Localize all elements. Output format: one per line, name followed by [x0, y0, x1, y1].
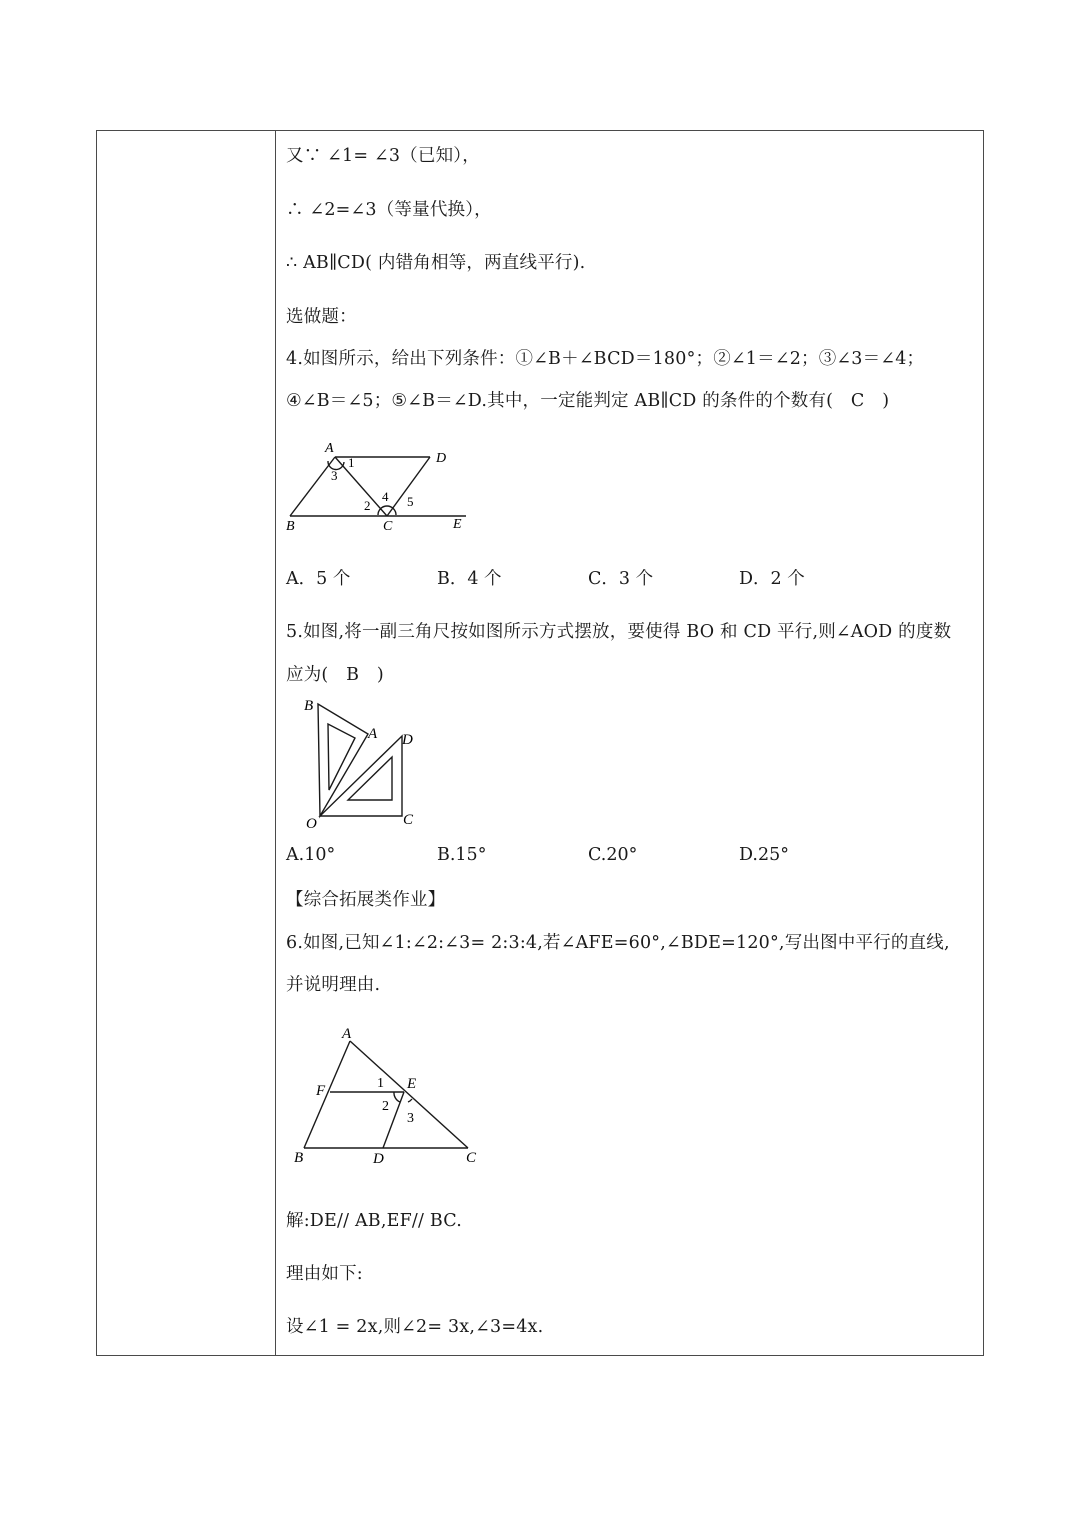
- column-divider: [275, 130, 276, 1356]
- fig4-label-E: E: [453, 517, 462, 532]
- fig6-label-F: F: [316, 1083, 326, 1099]
- fig6-label-B: B: [294, 1150, 304, 1166]
- question-4-line-2: ④∠B＝∠5；⑤∠B＝∠D.其中，一定能判定 AB∥CD 的条件的个数有( C ): [286, 391, 890, 411]
- fig4-angle-3: 3: [331, 468, 338, 483]
- q4-option-b: B．4 个: [437, 569, 502, 589]
- question-5-line-1: 5.如图,将一副三角尺按如图所示方式摆放，要使得 BO 和 CD 平行,则∠AOD 的度数: [286, 622, 952, 642]
- q4-option-c: C．3 个: [588, 569, 654, 589]
- fig4-angle-1: 1: [348, 455, 355, 470]
- question-4-line-1: 4.如图所示，给出下列条件：①∠B＋∠BCD＝180°；②∠1＝∠2；③∠3＝∠4；: [286, 349, 925, 369]
- fig6-label-E: E: [407, 1076, 417, 1092]
- q5-option-c: C.20°: [588, 845, 638, 865]
- fig6-angle-3: 3: [407, 1111, 414, 1126]
- question-5-figure: [300, 692, 430, 832]
- q5-option-b: B.15°: [437, 845, 487, 865]
- solution-line-1: 解:DE// AB,EF// BC.: [286, 1211, 463, 1231]
- question-4-figure: [282, 436, 482, 536]
- fig6-angle-2: 2: [382, 1099, 389, 1114]
- fig6-label-A: A: [342, 1026, 352, 1042]
- solution-line-2: 理由如下:: [286, 1264, 363, 1284]
- fig4-label-D: D: [436, 451, 447, 466]
- fig4-angle-4: 4: [382, 489, 389, 504]
- table-frame: [96, 130, 984, 1356]
- q4-option-d: D．2 个: [739, 569, 805, 589]
- fig5-label-D: D: [402, 732, 413, 748]
- fig4-label-B: B: [286, 519, 295, 534]
- question-6-line-1: 6.如图,已知∠1:∠2:∠3= 2:3:4,若∠AFE=60°,∠BDE=120°,写出图中平行的直线,: [286, 933, 950, 953]
- q5-option-d: D.25°: [739, 845, 789, 865]
- proof-line-2: ∴ ∠2=∠3（等量代换），: [286, 200, 492, 220]
- fig6-angle-1: 1: [377, 1076, 384, 1091]
- fig5-label-A: A: [368, 726, 378, 742]
- fig6-label-C: C: [466, 1150, 477, 1166]
- section-heading: 【综合拓展类作业】: [286, 890, 446, 910]
- optional-heading: 选做题：: [286, 307, 357, 327]
- question-6-figure: [286, 1022, 486, 1170]
- proof-line-3: ∴ AB∥CD( 内错角相等，两直线平行).: [286, 253, 586, 273]
- proof-line-1: 又∵ ∠1= ∠3（已知），: [286, 146, 480, 166]
- fig6-label-D: D: [373, 1151, 384, 1167]
- fig4-label-A: A: [325, 441, 334, 456]
- question-6-line-2: 并说明理由.: [286, 975, 381, 995]
- q4-option-a: A．5 个: [286, 569, 351, 589]
- fig5-label-B: B: [304, 698, 314, 714]
- solution-line-3: 设∠1 = 2x,则∠2= 3x,∠3=4x.: [286, 1317, 544, 1337]
- question-5-line-2: 应为( B ): [286, 665, 384, 685]
- fig4-angle-2: 2: [364, 498, 371, 513]
- fig4-label-C: C: [383, 519, 393, 534]
- fig5-label-O: O: [306, 816, 317, 832]
- fig4-angle-5: 5: [407, 494, 414, 509]
- q5-option-a: A.10°: [286, 845, 336, 865]
- fig5-label-C: C: [403, 812, 414, 828]
